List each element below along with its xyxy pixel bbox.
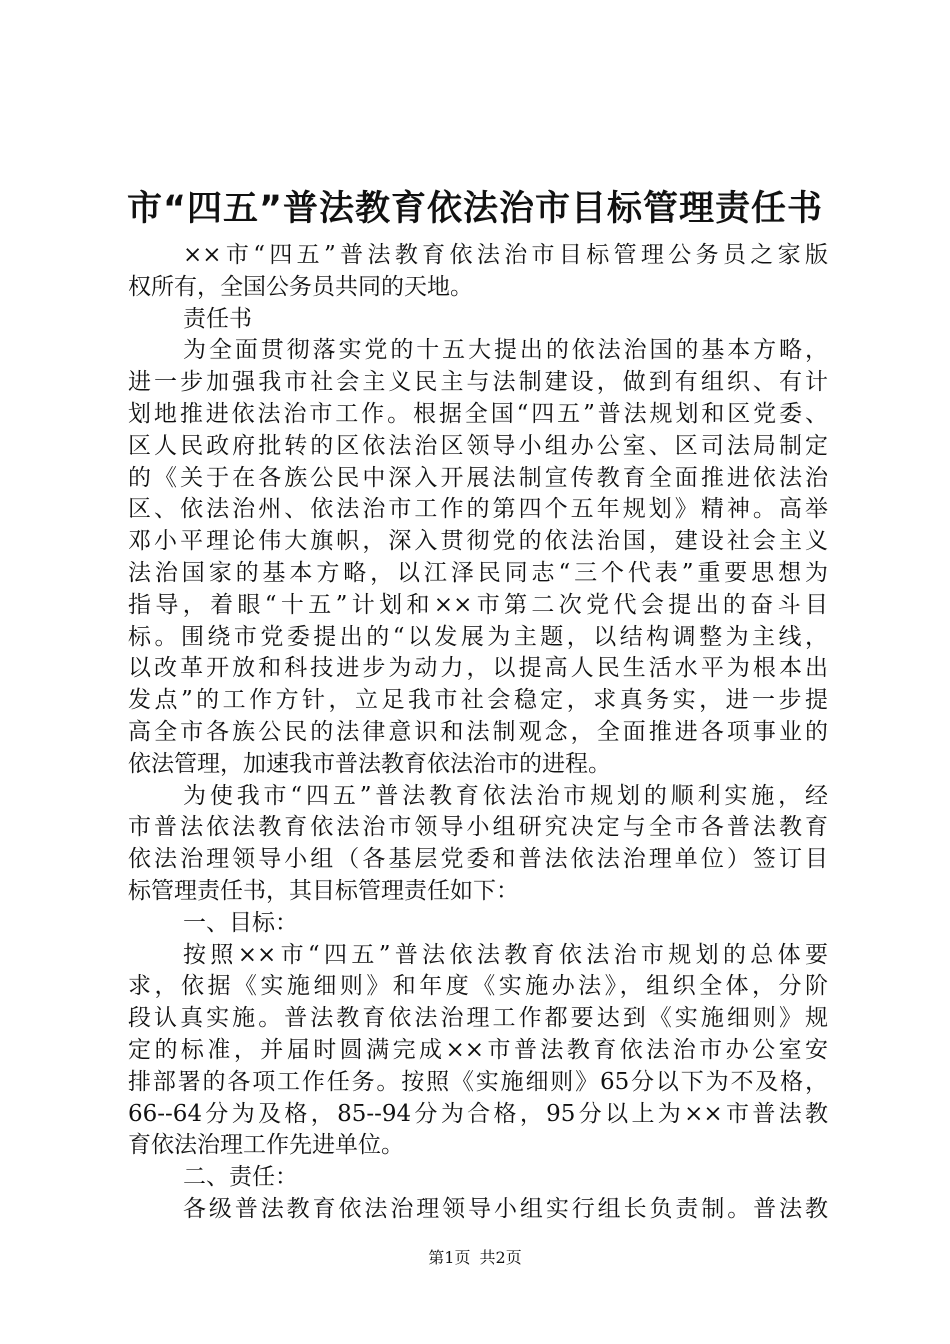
body-line: 责任书 [183,305,252,332]
body-line: 邓小平理论伟大旗帜，深入贯彻党的依法治国，建设社会主义 [128,528,828,555]
body-line: 标管理责任书，其目标管理责任如下： [128,877,519,904]
body-line: 为使我市“四五”普法教育依法治市规划的顺利实施，经 [183,782,828,809]
body-line: 育依法治理工作先进单位。 [128,1132,404,1159]
document-body [128,240,828,1226]
body-line: ××市“四五”普法教育依法治市目标管理公务员之家版 [183,242,828,268]
body-line: 区、依法治州、依法治市工作的第四个五年规划》精神。高举 [128,496,828,523]
body-line: 区人民政府批转的区依法治区领导小组办公室、区司法局制定 [128,432,828,459]
body-line: 指导，着眼“十五”计划和××市第二次党代会提出的奋斗目 [128,591,828,618]
page-total: 共2页 [479,1248,522,1267]
page-footer [0,1247,950,1269]
body-line: 排部署的各项工作任务。按照《实施细则》65分以下为不及格， [128,1068,828,1095]
body-line: 各级普法教育依法治理领导小组实行组长负责制。普法教 [183,1195,828,1222]
body-line: 标。围绕市党委提出的“以发展为主题，以结构调整为主线， [128,623,828,650]
body-line: 依法治理领导小组（各基层党委和普法依法治理单位）签订目 [128,846,828,873]
body-line: 二、责任： [183,1164,298,1191]
body-line: 一、目标： [183,909,298,936]
body-line: 高全市各族公民的法律意识和法制观念，全面推进各项事业的 [128,718,828,745]
body-line: 法治国家的基本方略，以江泽民同志“三个代表”重要思想为 [128,559,828,586]
body-line: 段认真实施。普法教育依法治理工作都要达到《实施细则》规 [128,1005,828,1032]
page-number: 第1页 [428,1248,471,1267]
document-title: 市“四五”普法教育依法治市目标管理责任书 [126,189,823,229]
body-line: 划地推进依法治市工作。根据全国“四五”普法规划和区党委、 [128,400,828,427]
body-line: 权所有，全国公务员共同的天地。 [128,273,473,300]
body-line: 66--64分为及格，85--94分为合格，95分以上为××市普法教 [128,1100,828,1127]
body-line: 为全面贯彻落实党的十五大提出的依法治国的基本方略， [183,337,828,364]
body-line: 市普法依法教育依法治市领导小组研究决定与全市各普法教育 [128,814,828,841]
body-line: 按照××市“四五”普法依法教育依法治市规划的总体要 [183,941,828,968]
body-line: 求，依据《实施细则》和年度《实施办法》，组织全体，分阶 [128,973,828,1000]
body-line: 进一步加强我市社会主义民主与法制建设，做到有组织、有计 [128,369,828,396]
body-line: 的《关于在各族公民中深入开展法制宣传教育全面推进依法治 [128,464,828,491]
body-line: 以改革开放和科技进步为动力，以提高人民生活水平为根本出 [128,655,828,682]
body-line: 定的标准，并届时圆满完成××市普法教育依法治市办公室安 [128,1036,828,1063]
body-line: 发点”的工作方针，立足我市社会稳定，求真务实，进一步提 [128,687,828,714]
body-line: 依法管理，加速我市普法教育依法治市的进程。 [128,750,611,777]
